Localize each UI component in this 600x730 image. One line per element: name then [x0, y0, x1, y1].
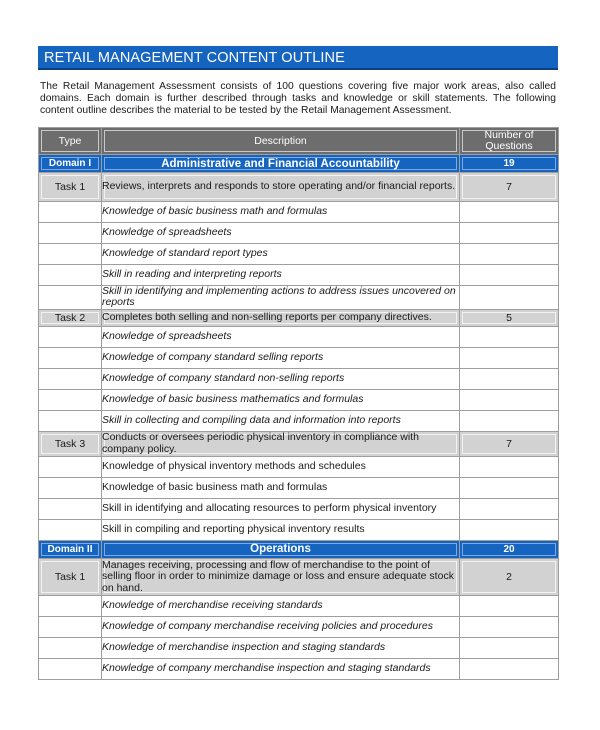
task-row	[39, 173, 559, 202]
task-description: Reviews, interprets and responds to store operating and/or financial reports.	[102, 173, 460, 202]
task-row	[39, 431, 559, 456]
skill-statement: Skill in identifying and allocating resources to perform physical inventory	[102, 498, 460, 519]
task-row	[39, 309, 559, 326]
knowledge-statement: Knowledge of company merchandise receiving policies and procedures	[102, 616, 460, 637]
skill-statement: Skill in collecting and compiling data and information into reports	[102, 410, 460, 431]
table-row	[39, 477, 559, 498]
knowledge-statement: Knowledge of merchandise receiving standards	[102, 595, 460, 616]
header-description: Description	[102, 128, 460, 155]
skill-statement: Skill in identifying and implementing actions to address issues uncovered on reports	[102, 286, 460, 310]
domain-row	[39, 540, 559, 558]
table-row	[39, 347, 559, 368]
domain-label: Domain II	[39, 540, 102, 558]
knowledge-statement: Knowledge of basic business math and formulas	[102, 202, 460, 223]
task-description: Completes both selling and non-selling reports per company directives.	[102, 309, 460, 326]
intro-paragraph: The Retail Management Assessment consists of 100 questions covering five major work areas, also called domains. Each domain is further described through tasks and knowledge or skill statements. The following content outline describes the material to be tested by the Retail Management Assessment.	[40, 81, 556, 117]
table-row	[39, 456, 559, 477]
domain-question-count: 20	[460, 540, 559, 558]
knowledge-statement: Knowledge of company merchandise inspection and staging standards	[102, 658, 460, 679]
content-outline-table	[38, 127, 559, 680]
domain-label: Domain I	[39, 155, 102, 173]
domain-title: Administrative and Financial Accountability	[102, 155, 460, 173]
domain-question-count: 19	[460, 155, 559, 173]
task-label: Task 3	[39, 431, 102, 456]
knowledge-statement: Knowledge of basic business mathematics and formulas	[102, 389, 460, 410]
table-row	[39, 202, 559, 223]
task-label: Task 1	[39, 558, 102, 595]
task-question-count: 7	[460, 431, 559, 456]
task-description: Conducts or oversees periodic physical inventory in compliance with company policy.	[102, 431, 460, 456]
header-number-of-questions: Number of Questions	[460, 128, 559, 155]
knowledge-statement: Knowledge of spreadsheets	[102, 223, 460, 244]
knowledge-statement: Knowledge of spreadsheets	[102, 326, 460, 347]
table-row	[39, 498, 559, 519]
skill-statement: Skill in compiling and reporting physical inventory results	[102, 519, 460, 540]
table-row	[39, 637, 559, 658]
table-row	[39, 244, 559, 265]
table-row	[39, 286, 559, 310]
table-row	[39, 223, 559, 244]
task-row	[39, 558, 559, 595]
table-row	[39, 410, 559, 431]
knowledge-statement: Knowledge of basic business math and formulas	[102, 477, 460, 498]
table-row	[39, 389, 559, 410]
skill-statement: Skill in reading and interpreting reports	[102, 265, 460, 286]
table-row	[39, 265, 559, 286]
table-row	[39, 326, 559, 347]
task-label: Task 1	[39, 173, 102, 202]
document-title: RETAIL MANAGEMENT CONTENT OUTLINE	[38, 46, 558, 70]
task-label: Task 2	[39, 309, 102, 326]
task-question-count: 2	[460, 558, 559, 595]
domain-row	[39, 155, 559, 173]
table-row	[39, 658, 559, 679]
table-header-row	[39, 128, 559, 155]
knowledge-statement: Knowledge of standard report types	[102, 244, 460, 265]
task-question-count: 5	[460, 309, 559, 326]
table-row	[39, 595, 559, 616]
knowledge-statement: Knowledge of merchandise inspection and staging standards	[102, 637, 460, 658]
knowledge-statement: Knowledge of physical inventory methods and schedules	[102, 456, 460, 477]
task-description: Manages receiving, processing and flow of merchandise to the point of selling floor in order to minimize damage or loss and ensure adequate stock on hand.	[102, 558, 460, 595]
header-type: Type	[39, 128, 102, 155]
table-row	[39, 368, 559, 389]
knowledge-statement: Knowledge of company standard non-selling reports	[102, 368, 460, 389]
table-row	[39, 519, 559, 540]
task-question-count: 7	[460, 173, 559, 202]
table-row	[39, 616, 559, 637]
domain-title: Operations	[102, 540, 460, 558]
knowledge-statement: Knowledge of company standard selling reports	[102, 347, 460, 368]
